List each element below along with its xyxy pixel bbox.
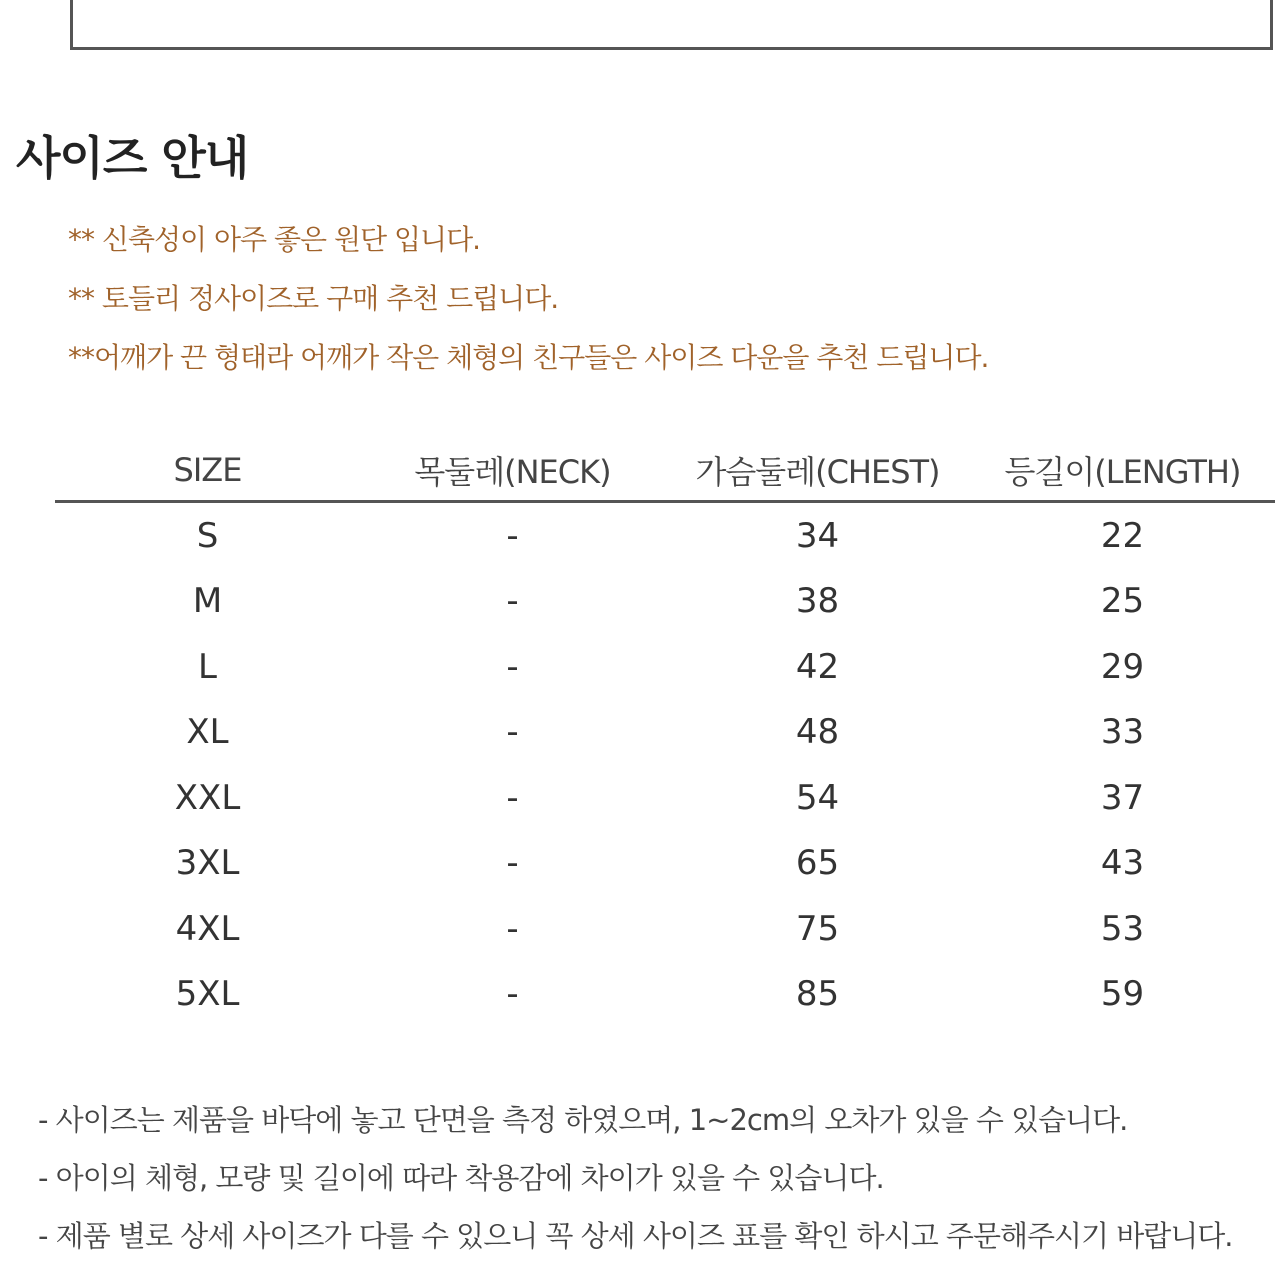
note-item: ** 신축성이 아주 좋은 원단 입니다. [68,223,481,256]
cell-size: S [196,515,219,556]
header-length: 등길이(LENGTH) [970,440,1275,502]
header-chest: 가슴둘레(CHEST) [665,440,970,502]
cell-neck: - [506,515,519,556]
top-content-box [70,0,1273,50]
cell-size: XXL [174,777,241,818]
table-row [55,569,1275,635]
cell-chest: 75 [795,908,840,949]
table-row [55,765,1275,831]
header-neck: 목둘레(NECK) [360,440,665,502]
cell-length: 53 [1100,908,1145,949]
table-row [55,962,1275,1028]
table-header-row [55,440,1275,502]
section-title: 사이즈 안내 [16,131,249,185]
cell-neck: - [506,843,519,884]
footnotes-list [38,1095,1280,1269]
table-row [55,634,1275,700]
cell-neck: - [506,777,519,818]
cell-chest: 34 [795,515,840,556]
cell-chest: 38 [795,581,840,622]
cell-chest: 85 [795,974,840,1015]
footnote-item: - 제품 별로 상세 사이즈가 다를 수 있으니 꼭 상세 사이즈 표를 확인 하시고 주문해주시기 바랍니다. [38,1219,1233,1253]
cell-neck: - [506,974,519,1015]
cell-length: 25 [1100,581,1145,622]
cell-size: L [198,646,217,687]
table-row [55,502,1275,569]
cell-length: 59 [1100,974,1145,1015]
header-size: SIZE [55,440,360,502]
cell-length: 37 [1100,777,1145,818]
note-item: ** 토들리 정사이즈로 구매 추천 드립니다. [68,282,559,315]
cell-neck: - [506,646,519,687]
cell-neck: - [506,712,519,753]
cell-length: 33 [1100,712,1145,753]
footnote-item: - 사이즈는 제품을 바닥에 놓고 단면을 측정 하였으며, 1~2cm의 오차가 있을 수 있습니다. [38,1103,1128,1137]
cell-chest: 48 [795,712,840,753]
cell-size: 4XL [175,908,240,949]
cell-neck: - [506,581,519,622]
notes-list [68,218,988,395]
cell-length: 43 [1100,843,1145,884]
table-row [55,700,1275,766]
cell-size: 3XL [175,843,240,884]
table-row [55,831,1275,897]
cell-chest: 65 [795,843,840,884]
cell-neck: - [506,908,519,949]
cell-chest: 42 [795,646,840,687]
cell-size: 5XL [175,974,240,1015]
footnote-item: - 아이의 체형, 모량 및 길이에 따라 착용감에 차이가 있을 수 있습니다. [38,1161,884,1195]
cell-length: 29 [1100,646,1145,687]
cell-length: 22 [1100,515,1145,556]
size-table [55,440,1275,1027]
cell-size: XL [186,712,229,753]
note-item: **어깨가 끈 형태라 어깨가 작은 체형의 친구들은 사이즈 다운을 추천 드립니다. [68,341,989,374]
cell-chest: 54 [795,777,840,818]
cell-size: M [192,581,223,622]
table-row [55,896,1275,962]
